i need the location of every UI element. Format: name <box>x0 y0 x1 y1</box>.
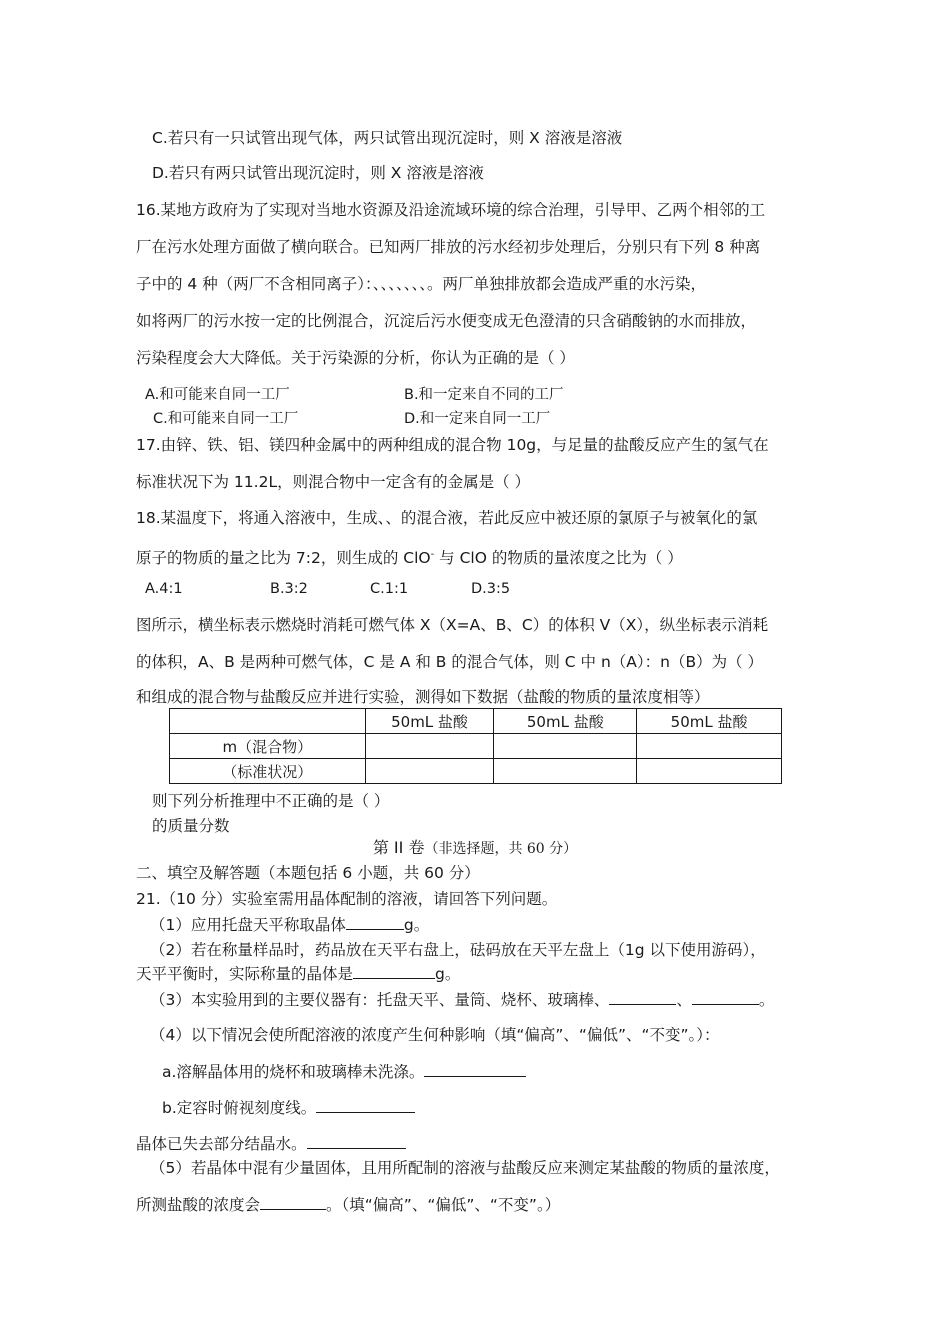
q16-option-a: A.和可能来自同一工厂 <box>145 387 290 403</box>
q18-text: 原子的物质的量之比为 7:2，则生成的 ClO <box>136 549 431 568</box>
table-header-row <box>170 709 782 734</box>
answer-blank[interactable] <box>692 989 759 1005</box>
table-row-label: m（混合物） <box>170 734 366 759</box>
q16-stem-line: 污染程度会大大降低。关于污染源的分析，你认为正确的是（ ） <box>136 349 575 367</box>
table-header-cell: 50mL 盐酸 <box>494 709 637 734</box>
q18-option-b: B.3:2 <box>270 581 308 597</box>
q21-text: 。 <box>758 991 775 1009</box>
q16-option-c: C.和可能来自同一工厂 <box>153 411 299 427</box>
table-row-label: （标准状况） <box>170 759 366 784</box>
q15-option-d: D.若只有两只试管出现沉淀时，则 X 溶液是溶液 <box>152 164 484 182</box>
part-ii-heading: 第 II 卷 <box>372 838 425 857</box>
q21-text: 。（填“偏高”、“偏低”、“不变”。） <box>326 1196 561 1214</box>
q21-text: 天平平衡时，实际称量的晶体是 <box>136 965 354 983</box>
answer-blank[interactable] <box>353 963 435 979</box>
q16-stem-line: 16.某地方政府为了实现对当地水资源及沿途流域环境的综合治理，引导甲、乙两个相邻的工 <box>136 201 766 219</box>
table-row <box>170 759 782 784</box>
q18-stem-line <box>136 544 683 569</box>
q16-stem-line: 如将两厂的污水按一定的比例混合，沉淀后污水便变成无色澄清的只含硝酸钠的水而排放， <box>136 312 757 330</box>
q18-option-d: D.3:5 <box>471 581 511 597</box>
q16-stem-line: 子中的 4 种（两厂不含相同离子）：、、、、、、、。两厂单独排放都会造成严重的水污染， <box>136 275 706 293</box>
answer-blank[interactable] <box>609 989 676 1005</box>
q20-note: 的质量分数 <box>152 817 230 835</box>
q18-option-c: C.1:1 <box>370 581 409 597</box>
q17-stem-line: 17.由锌、铁、铝、镁四种金属中的两种组成的混合物 10g，与足量的盐酸反应产生的氢气在 <box>136 436 769 454</box>
table-cell <box>494 759 637 784</box>
answer-blank[interactable] <box>424 1061 526 1077</box>
answer-blank[interactable] <box>346 914 404 930</box>
answer-blank[interactable] <box>307 1133 406 1149</box>
q21-text: g。 <box>435 965 461 983</box>
q21-text: （1）应用托盘天平称取晶体 <box>150 916 346 934</box>
table-cell <box>365 759 494 784</box>
table-cell <box>365 734 494 759</box>
section-heading: 二、填空及解答题（本题包括 6 小题，共 60 分） <box>136 864 480 882</box>
q21-text: 、 <box>676 991 692 1009</box>
q20-question: 则下列分析推理中不正确的是（ ） <box>152 792 390 810</box>
table-row <box>170 734 782 759</box>
q18-superscript: - <box>430 549 435 560</box>
q19-stem-line: 的体积，A、B 是两种可燃气体，C 是 A 和 B 的混合气体，则 C 中 n（A）：n（B）为（ ） <box>136 653 764 671</box>
table-header-cell: 50mL 盐酸 <box>637 709 782 734</box>
table-cell <box>637 759 782 784</box>
q20-intro: 和组成的混合物与盐酸反应并进行实验，测得如下数据（盐酸的物质的量浓度相等） <box>136 688 710 706</box>
q21-text: b.定容时俯视刻度线。 <box>162 1099 317 1117</box>
q21-text: 晶体已失去部分结晶水。 <box>136 1135 307 1153</box>
table-cell <box>494 734 637 759</box>
q16-option-b: B.和一定来自不同的工厂 <box>404 387 564 403</box>
q21-stem: 21.（10 分）实验室需用晶体配制的溶液，请回答下列问题。 <box>136 890 558 908</box>
q20-data-table <box>169 708 782 784</box>
q15-option-c: C.若只有一只试管出现气体，两只试管出现沉淀时，则 X 溶液是溶液 <box>152 129 623 147</box>
answer-blank[interactable] <box>316 1097 415 1113</box>
q21-text: a.溶解晶体用的烧杯和玻璃棒未洗涤。 <box>162 1063 425 1081</box>
q19-stem-line: 图所示，横坐标表示燃烧时消耗可燃气体 X（X=A、B、C）的体积 V（X），纵坐标表示消耗 <box>136 616 769 634</box>
q21-part-2: （2）若在称量样品时，药品放在天平右盘上，砝码放在天平左盘上（1g 以下使用游码）， <box>150 941 766 959</box>
part-ii-subtitle: （非选择题，共 60 分） <box>424 841 578 857</box>
q17-stem-line: 标准状况下为 11.2L，则混合物中一定含有的金属是（ ） <box>136 473 531 491</box>
q18-option-a: A.4:1 <box>145 581 183 597</box>
q21-part-5-cont <box>136 1194 560 1216</box>
q21-part-5: （5）若晶体中混有少量固体，且用所配制的溶液与盐酸反应来测定某盐酸的物质的量浓度， <box>150 1159 780 1177</box>
q18-stem-line: 18.某温度下，将通入溶液中，生成、、的混合液，若此反应中被还原的氯原子与被氧化的氯 <box>136 509 758 527</box>
q21-part-2-cont <box>136 963 460 985</box>
q21-part-4b <box>162 1097 415 1119</box>
part-ii-title <box>0 837 950 860</box>
table-cell <box>637 734 782 759</box>
q21-part-4a <box>162 1061 526 1083</box>
table-header-cell <box>170 709 366 734</box>
q21-part-1 <box>150 914 429 936</box>
q21-text: （3）本实验用到的主要仪器有：托盘天平、量筒、烧杯、玻璃棒、 <box>150 991 610 1009</box>
q21-part-4: （4）以下情况会使所配溶液的浓度产生何种影响（填“偏高”、“偏低”、“不变”。）： <box>150 1026 720 1044</box>
q18-text: 与 ClO 的物质的量浓度之比为（ ） <box>434 549 683 568</box>
table-header-cell: 50mL 盐酸 <box>365 709 494 734</box>
q16-stem-line: 厂在污水处理方面做了横向联合。已知两厂排放的污水经初步处理后，分别只有下列 8 种离 <box>136 238 761 256</box>
q16-option-d: D.和一定来自同一工厂 <box>404 411 551 427</box>
q21-text: g。 <box>403 916 430 934</box>
q21-part-3 <box>150 989 774 1011</box>
q21-part-4c <box>136 1133 406 1155</box>
answer-blank[interactable] <box>260 1194 326 1210</box>
q21-text: 所测盐酸的浓度会 <box>136 1196 261 1214</box>
